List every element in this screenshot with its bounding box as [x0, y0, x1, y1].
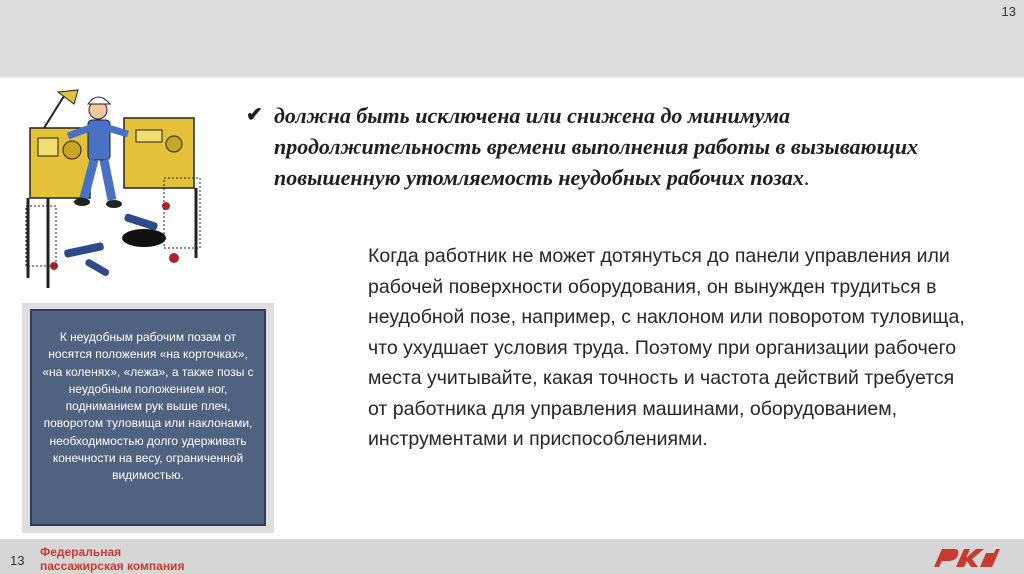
info-box-text: К неудобным рабочим позам от носятся положения «на корточках», «на коленях», «лежа», а также позы с неудобным положением ног, подниманием рук выше плеч, поворотом туловища или наклонами, необходимостью долго удерживать конечности на весу, ограниченной видимостью. — [30, 309, 266, 526]
bullet-point — [246, 100, 1006, 193]
slide-number: 13 — [1001, 4, 1016, 19]
rzd-logo-icon — [930, 545, 1000, 571]
header-divider — [0, 76, 1024, 78]
check-icon: ✔ — [246, 104, 263, 126]
header-band — [0, 0, 1024, 76]
footer-slide-number: 13 — [10, 553, 25, 568]
body-paragraph: Когда работник не может дотянуться до панели управления или рабочей поверхности оборудования, он вынужден трудиться в неудобной позе, например, с наклоном или поворотом туловища, что ухудшает условия труда. Поэтому при организации рабочего места учитывайте, какая точность и частота действий требуется от работника для управления машинами, оборудованием, инструментами и приспособлениями. — [368, 245, 965, 450]
info-box — [22, 303, 274, 533]
worker-at-machine-illustration — [24, 88, 202, 298]
company-name-line2: пассажирская компания — [40, 559, 185, 573]
bullet-text: должна быть исключена или снижена до минимума продолжительность времени выполнения работы в вызывающих повышенную утомляемость неудобных рабочих позах — [274, 103, 919, 190]
company-name-line1: Федеральная — [40, 545, 122, 559]
company-name — [40, 545, 184, 573]
bullet-tail: . — [803, 165, 810, 190]
